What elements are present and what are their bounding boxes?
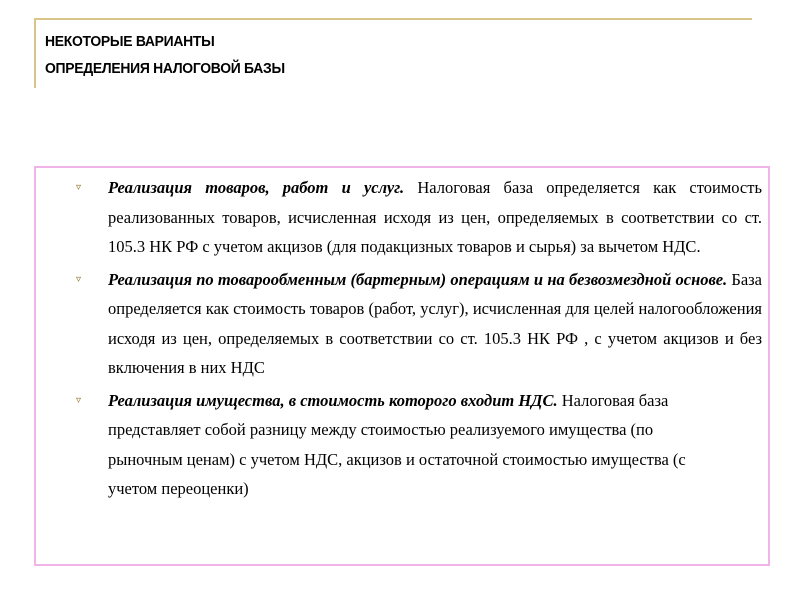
bullet-text: Налоговая база определяется как стоимость реализованных товаров, исчисленная исходя из цен, определяемых в соответствии со ст. 105.3 НК РФ с учетом акцизов (для подакцизных товаров и сырья) за вычетом НДС. [108,178,762,256]
bullet-item-sale-of-property [74,386,762,504]
left-decorative-rule [34,18,36,88]
slide-title [45,29,285,83]
bullet-lead: Реализация товаров, работ и услуг. [108,178,405,197]
bullet-text: База определяется как стоимость товаров (работ, услуг), исчисленная для целей налогообложения исходя из цен, определяемых в соответствии со ст. 105.3 НК РФ , с учетом акцизов и без включения в них НДС [108,269,763,377]
bullet-marker-icon: ▿ [76,394,82,406]
bullet-item-barter-operations [74,265,762,383]
slide-title-line-1: НЕКОТОРЫЕ ВАРИАНТЫ [45,34,215,50]
bullet-lead: Реализация по товарообменным (бартерным) операциям и на безвозмездной основе. [108,269,728,289]
bullet-marker-icon: ▿ [76,273,82,285]
bullet-marker-icon: ▿ [76,182,82,193]
top-decorative-rule [34,18,752,20]
bullet-lead: Реализация имущества, в стоимость которого входит НДС. [108,390,558,410]
bullet-text: Налоговая база представляет собой разницу между стоимостью реализуемого имущества (по рыночным ценам) с учетом НДС, акцизов и остаточной стоимостью имущества (с учетом переоценки) [108,390,686,498]
bullet-item-sale-of-goods [74,173,762,262]
slide-title-line-2: ОПРЕДЕЛЕНИЯ НАЛОГОВОЙ БАЗЫ [45,61,285,77]
bullet-list [74,173,762,504]
